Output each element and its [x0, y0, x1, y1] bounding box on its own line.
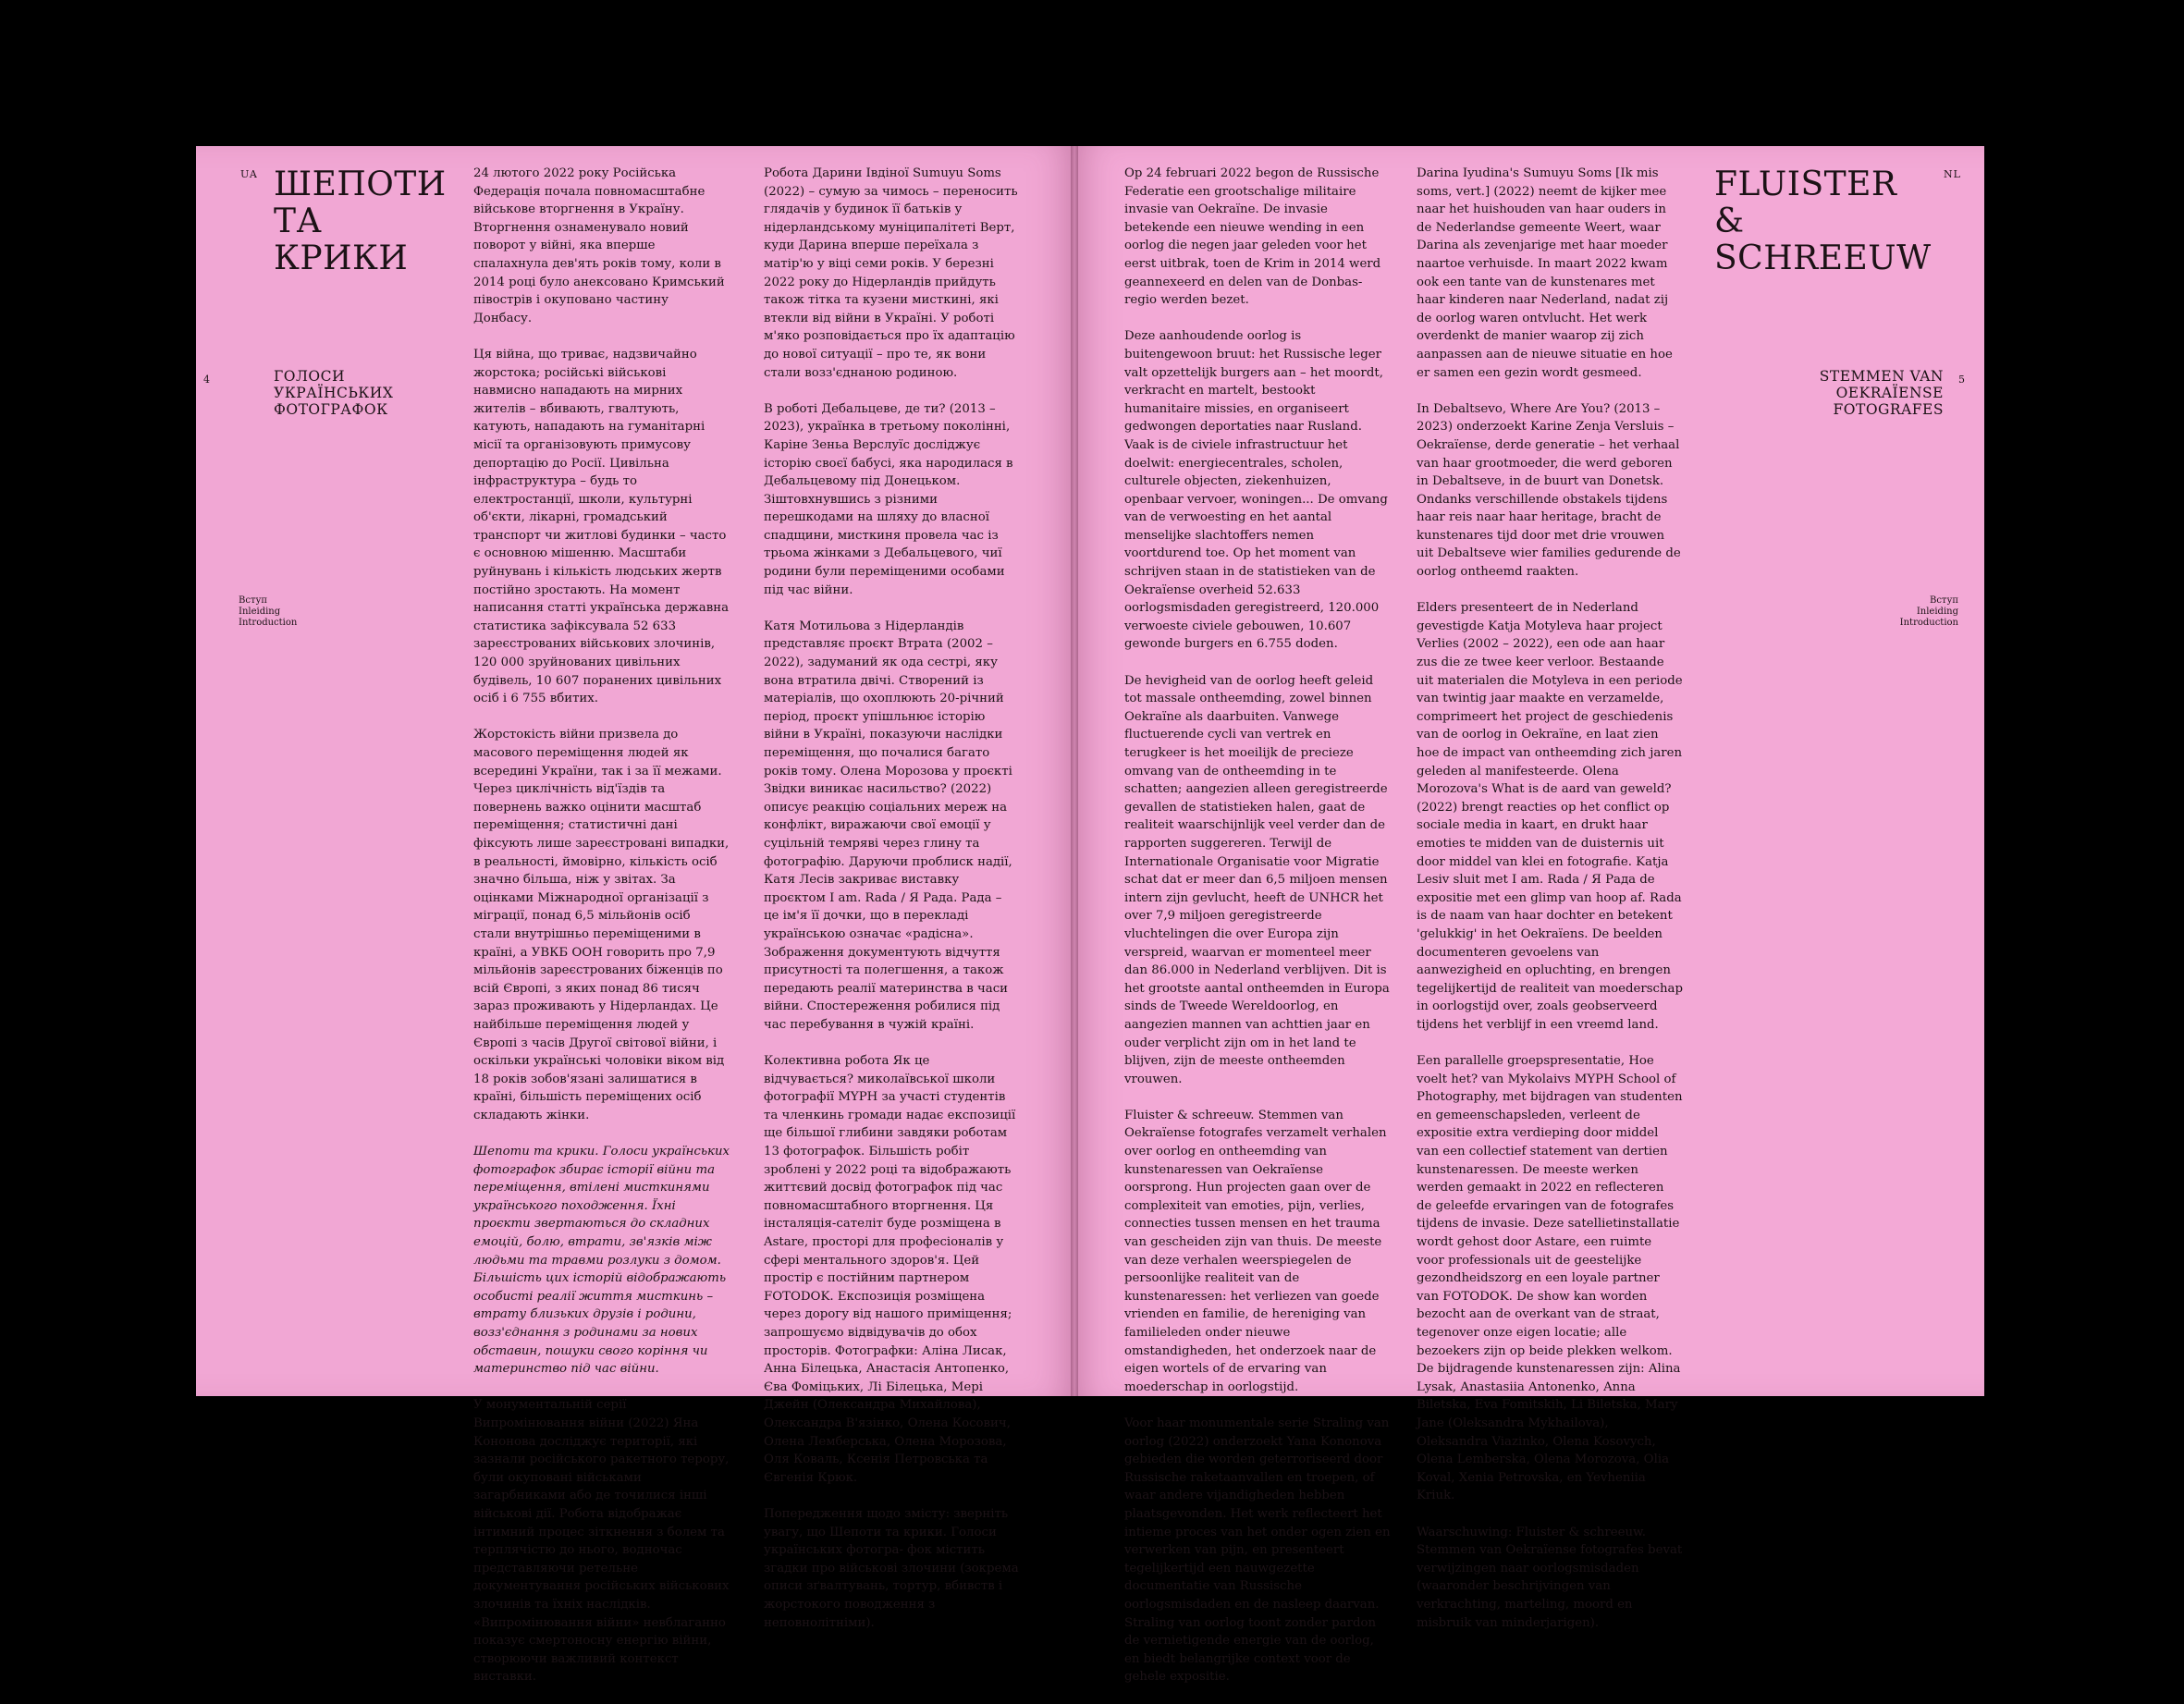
section-labels — [239, 595, 297, 629]
paragraph: In Debaltsevo, Where Are You? (2013 – 2023) onderzoekt Karine Zenja Versluis – Oekraïense, derde generatie – het verhaal van haar grootmoeder, die werd geboren in Debaltseve, in de buurt van Donetsk. Ondanks verschillende obstakels tijdens haar reis naar haar heritage, bracht de kunstenares tijd door met drie vrouwen uit Debaltseve wier families gedurende de oorlog ontheemd raakten. — [1417, 401, 1681, 580]
paragraph: Fluister & schreeuw. Stemmen van Oekraïense fotografes verzamelt verhalen over oorlog en ontheemding van kunstenaressen van Oekraïense oorsprong. Hun projecten gaan over de complexiteit van emoties, pijn, verlies, connecties tussen mensen en het trauma van gescheiden zijn van thuis. De meeste van deze verhalen weerspiegelen de persoonlijke realiteit van de kunstenaressen: het verliezen van goede vrienden en familie, de hereniging van familieleden onder nieuwe omstandigheden, het onderzoek naar de eigen wortels of de ervaring van moederschap in oorlogstijd. — [1124, 1108, 1387, 1394]
page-number: 4 — [203, 374, 210, 386]
page-title: ШЕПОТИ ТА КРИКИ — [274, 165, 447, 277]
paragraph: Робота Дарини Івдіної Sumuyu Soms (2022) – сумую за чимось – переносить глядачів у будинок її батьків у нідерландському муніципалітеті Верт, куди Дарина вперше переїхала з матір'ю у віці семи років. У березні 2022 року до Нідерландів прийдуть також тітка та кузени мисткині, які втекли від війни в Україні. У роботі м'яко розповідається про їх адаптацію до нової ситуації – про те, як вони стали возз'єднаною родиною. — [764, 166, 1018, 380]
paragraph: Waarschuwing: Fluister & schreeuw. Stemmen van Oekraïense fotografes bevat verwijzingen naar oorlogsmisdaden (waaronder beschrijvingen van verkrachting, marteling, moord en misbruik van minderjarigen). — [1417, 1525, 1683, 1630]
spine-fold — [1071, 146, 1078, 1396]
section-label: Introduction — [1899, 618, 1958, 628]
paragraph: Жорстокість війни призвела до масового переміщення людей як всередині України, так і за її межами. Через циклічність від'їздів та повернень важко оцінити масштаб переміщення; статистичні дані фіксують лише зареєстровані випадки, в реальності, ймовірно, кількість осіб значно більша, ніж у звітах. За оцінками Міжнародної організації з міграції, понад 6,5 мільйонів осіб стали внутрішньо переміщеними в країні, а УВКБ ООН говорить про 7,9 мільйонів зареєстрованих біженців по всій Європі, з яких понад 86 тисяч зараз проживають у Нідерландах. Це найбільше переміщення людей у Європі з часів Другої світової війни, і оскільки українські чоловіки віком від 18 років зобов'язані залишатися в країні, більшість переміщених осіб складають жінки. — [473, 728, 730, 1122]
paragraph: De hevigheid van de oorlog heeft geleid tot massale ontheemding, zowel binnen Oekraïne als daarbuiten. Vanwege fluctuerende cycli van vertrek en terugkeer is het moeilijk de precieze omvang van de ontheemding in te schatten; aangezien alleen geregistreerde gevallen de statistieken halen, gaat de realiteit waarschijnlijk veel verder dan de rapporten suggereren. Terwijl de Internationale Organisatie voor Migratie schat dat er meer dan 6,5 miljoen mensen intern zijn gevlucht, heeft de UNHCR het over 7,9 miljoen geregistreerde vluchtelingen die over Europa zijn verspreid, waarvan er momenteel meer dan 86.000 in Nederland verblijven. Dit is het grootste aantal ontheemden in Europa sinds de Tweede Wereldoorlog, en aangezien mannen van achttien jaar en ouder verplicht zijn om in het land te blijven, zijn de meeste ontheemden vrouwen. — [1124, 673, 1390, 1086]
paragraph: Катя Мотильова з Нідерландів представляє проєкт Втрата (2002 – 2022), задуманий як ода сестрі, яку вона втратила двічі. Створений із матеріалів, що охоплюють 20-річний період, проєкт упішльнює історію війни в Україні, показуючи наслідки переміщення, що почалися багато років тому. Олена Морозова у проєкті Звідки виникає насильство? (2022) описує реакцію соціальних мереж на конфлікт, виражаючи свої емоції у суцільній темряві через глину та фотографію. Даруючи проблиск надії, Катя Лесів закриває виставку проєктом I am. Rada / Я Рада. Рада – це ім'я її дочки, що в перекладі українською означає «радісна». Зображення документують відчуття присутності та полегшення, а також передають реалії материнства в часи війни. Спостереження робилися під час перебування в чужій країні. — [764, 619, 1012, 1032]
paragraph: Elders presenteert de in Nederland gevestigde Katja Motyleva haar project Verlies (2002 – 2022), een ode aan haar zus die ze twee keer verloor. Bestaande uit materialen die Motyleva in een periode van twintig jaar maakte en verzamelde, comprimeert het project de geschiedenis van de oorlog in Oekraïne, en laat zien hoe de impact van ontheemding zich jaren geleden al manifesteerde. Olena Morozova's What is de aard van geweld? (2022) brengt reacties op het conflict op sociale media in kaart, en drukt haar emoties te midden van de duisternis uit door middel van klei en fotografie. Katja Lesiv sluit met I am. Rada / Я Рада de expositie met een glimp van hoop af. Rada is de naam van haar dochter en betekent 'gelukkig' in het Oekraïens. De beelden documenteren gevoelens van aanwezigheid en opluchting, en brengen tegelijkertijd de realiteit van moederschap in oorlogstijd over, zoals geobserveerd tijdens het verblijf in een vreemd land. — [1417, 601, 1683, 1032]
section-label: Вступ — [1929, 595, 1958, 606]
paragraph: Ця війна, що триває, надзвичайно жорстока; російські військові навмисно нападають на мирних жителів – вбивають, гвалтують, катують, нападають на гуманітарні місії та організовують примусову депортацію до Росії. Цивільна інфраструктура – будь то електростанції, школи, культурні об'єкти, лікарні, громадський транспорт чи житлові будинки – часто є основною мішенню. Масштаби руйнувань і кількість людських жертв постійно зростають. На момент написання статті українська державна статистика зафіксувала 52 633 зареєстрованих військових злочинів, 120 000 зруйнованих цивільних будівель, 10 607 поранених цивільних осіб і 6 755 вбитих. — [473, 347, 729, 706]
section-label: Inleiding — [1916, 607, 1958, 617]
body-column — [473, 165, 730, 1704]
language-code: UA — [240, 168, 258, 180]
left-page — [196, 146, 1074, 1685]
paragraph: У монументальній серії Випромінювання війни (2022) Яна Кононова досліджує території, які зазнали російського ракетного терору, були окуповані військами загарбниками або де точилися інші військові дії. Робота відображає інтимний процес зіткнення з болем та терплячістю до нього, водночас представляючи ретельне документування російських військових злочинів та їхніх наслідків. «Випромінювання війни» невблаганно показує смертоносну енергію війни, створюючи важливий контекст виставки. — [473, 1398, 730, 1685]
section-label: Introduction — [239, 618, 298, 628]
body-column — [764, 165, 1021, 1650]
section-label: Inleiding — [239, 607, 281, 617]
section-label: Вступ — [239, 595, 268, 606]
section-labels — [1870, 595, 1958, 629]
paragraph: Op 24 februari 2022 begon de Russische Federatie een grootschalige militaire invasie van Oekraïne. De invasie betekende een nieuwe wending in een oorlog die negen jaar geleden voor het eerst uitbrak, toen de Krim in 2014 werd geannexeerd en delen van de Donbas-regio werden bezet. — [1124, 166, 1381, 308]
page-subtitle: STEMMEN VAN OEKRAÏENSE FOTOGRAFES — [1819, 368, 1944, 418]
right-page — [1074, 146, 1984, 1685]
paragraph: В роботі Дебальцеве, де ти? (2013 – 2023), українка в третьому поколінні, Каріне Зеньа Верслуїс досліджує історію своєї бабусі, яка народилася в Дебальцевому під Донецьком. Зіштовхнувшись з різними перешкодами на шляху до власної спадщини, мисткиня провела час із трьома жінками з Дебальцевого, чиї родини були переміщеними особами під час війни. — [764, 401, 1013, 597]
page-subtitle: ГОЛОСИ УКРАЇНСЬКИХ ФОТОГРАФОК — [274, 368, 394, 418]
page-title: FLUISTER & SCHREEUW — [1714, 165, 1932, 277]
paragraph: Попередження щодо змісту: зверніть увагу, що Шепоти та крики. Голоси українських фотогра- фок містить згадки про військові злочини (зокрема описи зґвалтувань, тортур, вбивств і жорстокого поводження з неповнолітніми). — [764, 1506, 1019, 1630]
page-number: 5 — [1958, 374, 1965, 386]
paragraph: Darina Iyudina's Sumuyu Soms [Ik mis soms, vert.] (2022) neemt de kijker mee naar het huishouden van haar ouders in de Nederlandse gemeente Weert, waar Darina als zevenjarige met haar moeder naartoe verhuisde. In maart 2022 kwam ook een tante van de kunstenares met haar kinderen naar Nederland, nadat zij de oorlog waren ontvlucht. Het werk overdenkt de manier waarop zij zich aanpassen aan de nieuwe situatie en hoe er samen een gezin wordt gesmeed. — [1417, 166, 1673, 380]
paragraph: 24 лютого 2022 року Російська Федерація почала повномасштабне військове вторгнення в Україну. Вторгнення ознаменувало новий поворот у війні, яка вперше спалахнула дев'ять років тому, коли в 2014 році було анексовано Кримський півострів і окуповано частину Донбасу. — [473, 166, 725, 325]
body-column — [1124, 165, 1391, 1704]
language-code: NL — [1944, 168, 1961, 180]
paragraph: Колективна робота Як це відчувається? миколаївської школи фотографії MYPH за участі студентів та членкинь громади надає експозиції ще більшої глибини завдяки роботам 13 фотографок. Більшість робіт зроблені у 2022 році та відображають життєвий досвід фотографок під час повномасштабного вторгнення. Ця інсталяція-сателіт буде розміщена в Astare, просторі для професіоналів у сфері ментального здоров'я. Цей простір є постійним партнером FOTODOK. Експозиція розміщена через дорогу від нашого приміщення; запрошуємо відвідувачів до обох просторів. Фотографки: Аліна Лисак, Анна Білецька, Анастасія Антопенко, Єва Фоміцьких, Лі Білецька, Мері Джейн (Олександра Михайлова), Олександра В'язінко, Олена Косович, Олена Лемберська, Олена Морозова, Оля Коваль, Ксенія Петровська та Євгенія Крюк. — [764, 1054, 1016, 1485]
paragraph: Deze aanhoudende oorlog is buitengewoon bruut: het Russische leger valt opzettelijk burgers aan – het moordt, verkracht en martelt, bestookt humanitaire missies, en organiseert gedwongen deportaties naar Rusland. Vaak is de civiele infrastructuur het doelwit: energiecentrales, scholen, culturele objecten, ziekenhuizen, openbaar vervoer, woningen... De omvang van de verwoesting en het aantal menselijke slachtoffers nemen voortdurend toe. Op het moment van schrijven staan in de statistieken van de Oekraïense overheid 52.633 oorlogsmisdaden geregistreerd, 120.000 verwoeste civiele gebouwen, 10.607 gewonde burgers en 6.755 doden. — [1124, 329, 1388, 652]
body-column — [1417, 165, 1683, 1650]
paragraph: Шепоти та крики. Голоси українських фотографок збирає історії війни та переміщення, втілені мисткинями українського походження. Їхні проєкти звертаються до складних емоцій, болю, втрати, зв'язків між людьми та травми розлуки з домом. Більшість цих історій відображають особисті реалії життя мисткинь – втрату близьких друзів і родини, возз'єднання з родинами за нових обставин, пошуки свого коріння чи материнство під час війни. — [473, 1145, 730, 1377]
paragraph: Een parallelle groepspresentatie, Hoe voelt het? van Mykolaivs MYPH School of Photography, met bijdragen van studenten en gemeenschapsleden, verleent de expositie extra verdieping door middel van een collectief statement van dertien kunstenaressen. De meeste werken werden gemaakt in 2022 en reflecteren de geleefde ervaringen van de fotografes tijdens de invasie. Deze satellietinstallatie wordt gehost door Astare, een ruimte voor professionals uit de geestelijke gezondheidszorg en een loyale partner van FOTODOK. De show kan worden bezocht aan de overkant van de straat, tegenover onze eigen locatie; alle bezoekers zijn op beide plekken welkom. De bijdragende kunstenaressen zijn: Alina Lysak, Anastasiia Antonenko, Anna Biletska, Eva Fomitskih, Li Biletska, Mary Jane (Oleksandra Mykhailova), Oleksandra Viazinko, Olena Kosovych, Olena Lemberska, Olena Morozova, Olia Koval, Xenia Petrovska, en Yevheniia Kriuk. — [1417, 1054, 1683, 1503]
paragraph: Voor haar monumentale serie Straling van oorlog (2022) onderzoekt Yana Kononova gebieden die worden geterroriseerd door Russische raketaanvallen en troepen, of waar andere vijandigheden hebben plaatsgevonden. Het werk reflecteert het intieme proces van het onder ogen zien en verwerken van pijn, en presenteert tegelijkertijd een nauwgezette documentatie van Russische oorlogsmisdaden en de nasleep daarvan. Straling van oorlog toont zonder pardon de vernietigende energie van de oorlog, en biedt belangrijke context voor de gehele expositie. — [1124, 1416, 1391, 1685]
